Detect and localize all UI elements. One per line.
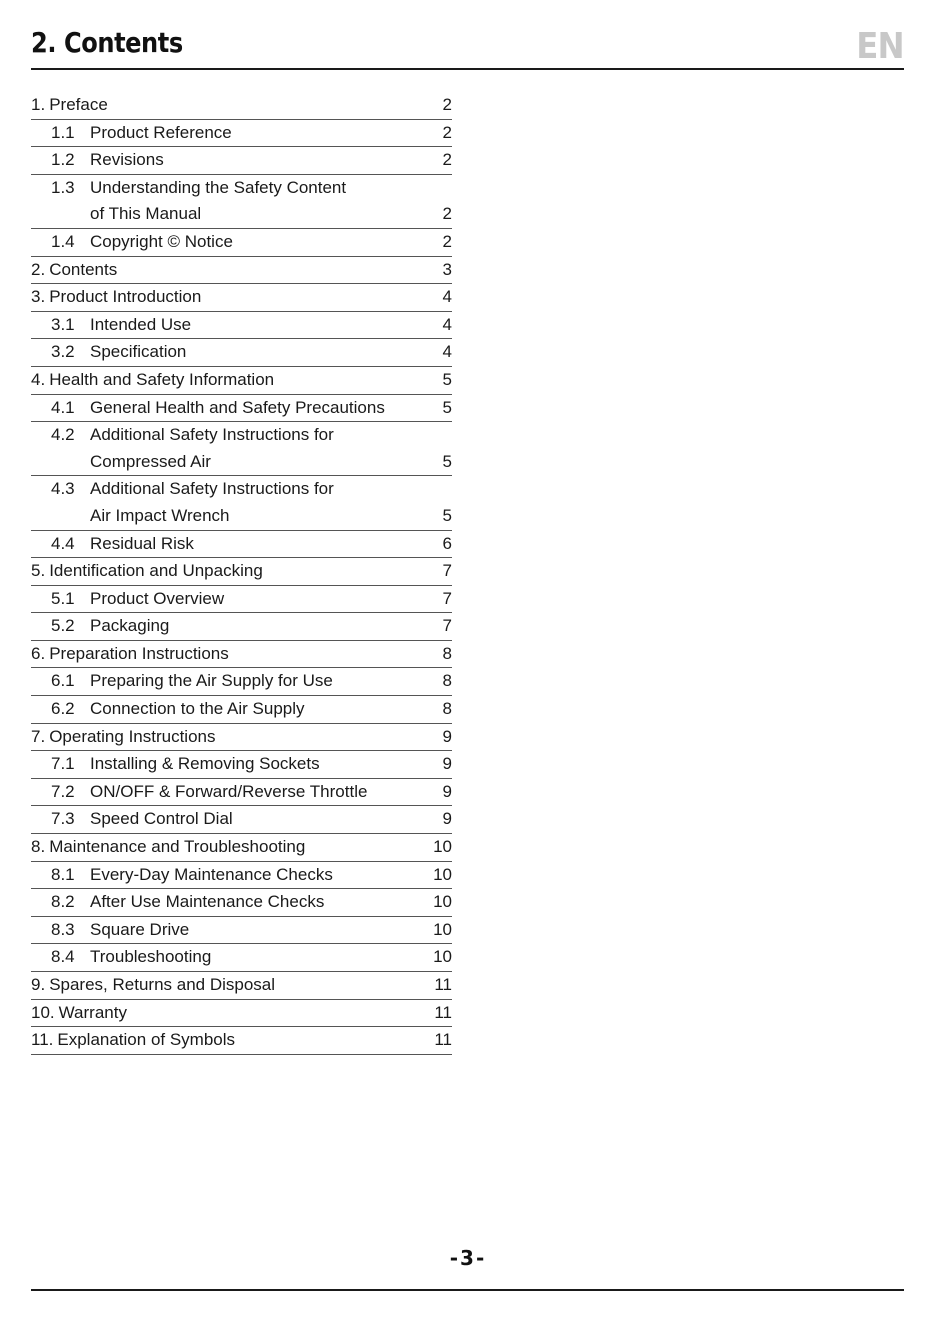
toc-entry-number: 11.: [31, 1030, 54, 1050]
toc-entry[interactable]: [31, 944, 452, 972]
toc-entry[interactable]: [31, 613, 452, 641]
toc-entry-number: 3.1: [51, 314, 75, 334]
toc-entry[interactable]: [31, 862, 452, 890]
toc-entry-page: 10: [433, 892, 452, 912]
toc-entry-page: 10: [433, 837, 452, 857]
toc-entry-title: Contents: [49, 259, 118, 279]
toc-entry-number: 9.: [31, 975, 46, 994]
toc-entry-number: 5.1: [51, 588, 75, 608]
toc-entry[interactable]: [31, 476, 452, 530]
toc-entry[interactable]: [31, 367, 452, 395]
toc-entry[interactable]: [31, 696, 452, 724]
toc-entry-number: 4.: [31, 369, 46, 389]
page-number: -3-: [449, 1246, 487, 1270]
toc-entry[interactable]: [31, 147, 452, 175]
toc-entry[interactable]: [31, 668, 452, 696]
toc-entry-page: 9: [442, 809, 452, 829]
toc-entry-title: Spares, Returns and Disposal: [49, 975, 276, 994]
toc-entry[interactable]: [31, 531, 452, 559]
toc-entry-number: 8.3: [51, 919, 75, 939]
toc-entry-title: Connection to the Air Supply: [90, 699, 305, 719]
toc-entry[interactable]: [31, 779, 452, 807]
toc-entry[interactable]: [31, 586, 452, 614]
toc-entry-page: 11: [434, 975, 452, 994]
toc-entry-number: 8.2: [51, 892, 75, 912]
toc-entry[interactable]: [31, 92, 452, 120]
toc-entry-title: ON/OFF & Forward/Reverse Throttle: [90, 781, 368, 801]
toc-entry-title: Copyright © Notice: [90, 231, 233, 251]
toc-entry-title: After Use Maintenance Checks: [90, 892, 325, 912]
toc-entry-number: 5.2: [51, 616, 75, 636]
toc-entry-number: 7.2: [51, 781, 75, 801]
toc-entry-page: 5: [442, 397, 452, 417]
toc-entry-number: 1.1: [51, 122, 75, 142]
toc-entry-page: 5: [442, 369, 452, 389]
toc-entry-title: Product Overview: [90, 588, 225, 608]
toc-entry[interactable]: [31, 558, 452, 586]
toc-entry-page: 5: [442, 451, 452, 471]
toc-entry-number: 4.4: [51, 533, 75, 553]
toc-entry[interactable]: [31, 889, 452, 917]
toc-entry-number: 10.: [31, 1002, 55, 1022]
toc-entry-number: 3.: [31, 287, 46, 307]
toc-entry-page: 10: [433, 919, 452, 939]
toc-entry-page: 3: [442, 259, 452, 279]
toc-entry[interactable]: [31, 339, 452, 367]
toc-entry-title: Square Drive: [90, 919, 190, 939]
toc-entry-number: 4.3: [51, 479, 75, 499]
toc-entry-title: Revisions: [90, 150, 164, 170]
toc-entry-number: 6.: [31, 643, 46, 663]
toc-entry[interactable]: [31, 834, 452, 862]
toc-entry[interactable]: [31, 1000, 452, 1028]
toc-entry-page: 9: [442, 754, 452, 774]
toc-entry-page: 11: [434, 1030, 452, 1050]
toc-entry[interactable]: [31, 284, 452, 312]
toc-entry[interactable]: [31, 395, 452, 423]
toc-entry-number: 2.: [31, 259, 46, 279]
toc-entry-page: 4: [442, 314, 452, 334]
toc-entry-title: Every-Day Maintenance Checks: [90, 864, 333, 884]
toc-entry-page: 2: [442, 150, 452, 170]
toc-entry-number: 6.1: [51, 671, 75, 691]
toc-entry[interactable]: [31, 229, 452, 257]
toc-entry-title: Troubleshooting: [90, 947, 212, 967]
toc-entry-number: 6.2: [51, 699, 75, 719]
toc-entry-title: Health and Safety Information: [49, 369, 275, 389]
toc-entry-title: Installing & Removing Sockets: [90, 754, 320, 774]
toc-entry-title: Product Introduction: [49, 287, 202, 307]
page-title: 2. Contents: [31, 26, 183, 59]
toc-entry-title: Intended Use: [90, 314, 192, 334]
toc-entry-number: 1.3: [51, 177, 75, 197]
toc-entry[interactable]: [31, 312, 452, 340]
toc-entry-number: 7.1: [51, 754, 75, 774]
toc-entry-title: Packaging: [90, 616, 170, 636]
toc-entry-page: 4: [442, 287, 452, 307]
toc-entry-page: 4: [442, 342, 452, 362]
toc-entry-page: 7: [442, 588, 452, 608]
toc-entry-page: 10: [433, 947, 452, 967]
toc-entry-title: Explanation of Symbols: [57, 1030, 236, 1050]
toc-entry[interactable]: [31, 724, 452, 752]
toc-entry-page: 6: [442, 533, 452, 553]
toc-entry[interactable]: [31, 751, 452, 779]
toc-entry-page: 2: [442, 122, 452, 142]
toc-entry[interactable]: [31, 806, 452, 834]
toc-entry-title: Preparation Instructions: [49, 643, 229, 663]
toc-entry-page: 9: [442, 726, 452, 746]
toc-entry[interactable]: [31, 422, 452, 476]
toc-entry-title: Preface: [49, 95, 108, 114]
page-header: [31, 22, 904, 70]
toc-entry-page: 8: [442, 643, 452, 663]
toc-entry-page: 5: [442, 505, 452, 525]
toc-entry-title: Additional Safety Instructions for Compressed Air: [90, 425, 334, 471]
toc-entry-number: 4.1: [51, 397, 75, 417]
toc-entry-title: Understanding the Safety Content of This Manual: [90, 177, 347, 224]
toc-entry-page: 10: [433, 864, 452, 884]
language-badge: EN: [856, 26, 904, 67]
toc-entry-title: Residual Risk: [90, 533, 194, 553]
toc-entry-title: Specification: [90, 342, 187, 362]
toc-entry-title: Maintenance and Troubleshooting: [49, 837, 306, 857]
toc-entry-number: 8.4: [51, 947, 75, 967]
toc-entry-page: 8: [442, 699, 452, 719]
toc-entry-title: Additional Safety Instructions for Air Impact Wrench: [90, 479, 334, 525]
toc-entry[interactable]: [31, 641, 452, 669]
toc-entry-page: 11: [434, 1002, 452, 1022]
toc-entry-title: Speed Control Dial: [90, 809, 233, 829]
toc-entry-page: 2: [442, 231, 452, 251]
toc-entry-page: 8: [442, 671, 452, 691]
toc-entry-number: 3.2: [51, 342, 75, 362]
toc-entry-title: Preparing the Air Supply for Use: [90, 671, 333, 691]
toc-entry-number: 7.3: [51, 809, 75, 829]
toc-entry-page: 2: [442, 204, 452, 224]
toc-entry-title: Warranty: [58, 1002, 127, 1022]
toc-entry-title: Product Reference: [90, 122, 232, 142]
toc-entry[interactable]: [31, 1027, 452, 1055]
toc-entry-title: Operating Instructions: [49, 726, 216, 746]
toc-entry[interactable]: [31, 917, 452, 945]
toc-entry-page: 2: [442, 95, 452, 114]
footer-rule: [31, 1289, 904, 1291]
toc-entry-page: 7: [442, 616, 452, 636]
toc-entry-number: 5.: [31, 561, 46, 581]
toc-entry-number: 4.2: [51, 425, 75, 445]
toc-entry-title: General Health and Safety Precautions: [90, 397, 385, 417]
toc-entry-number: 1.2: [51, 150, 75, 170]
toc-entry[interactable]: [31, 257, 452, 285]
toc-entry-number: 8.: [31, 837, 46, 857]
toc-entry-page: 9: [442, 781, 452, 801]
toc-entry-number: 8.1: [51, 864, 75, 884]
toc-entry-title: Identification and Unpacking: [49, 561, 263, 581]
toc-entry-number: 1.: [31, 95, 46, 114]
toc-entry-number: 7.: [31, 726, 46, 746]
toc-entry[interactable]: [31, 120, 452, 148]
toc-entry[interactable]: [31, 175, 452, 229]
toc-entry[interactable]: [31, 972, 452, 1000]
table-of-contents: [31, 92, 452, 1055]
toc-entry-number: 1.4: [51, 231, 75, 251]
toc-entry-page: 7: [442, 561, 452, 581]
